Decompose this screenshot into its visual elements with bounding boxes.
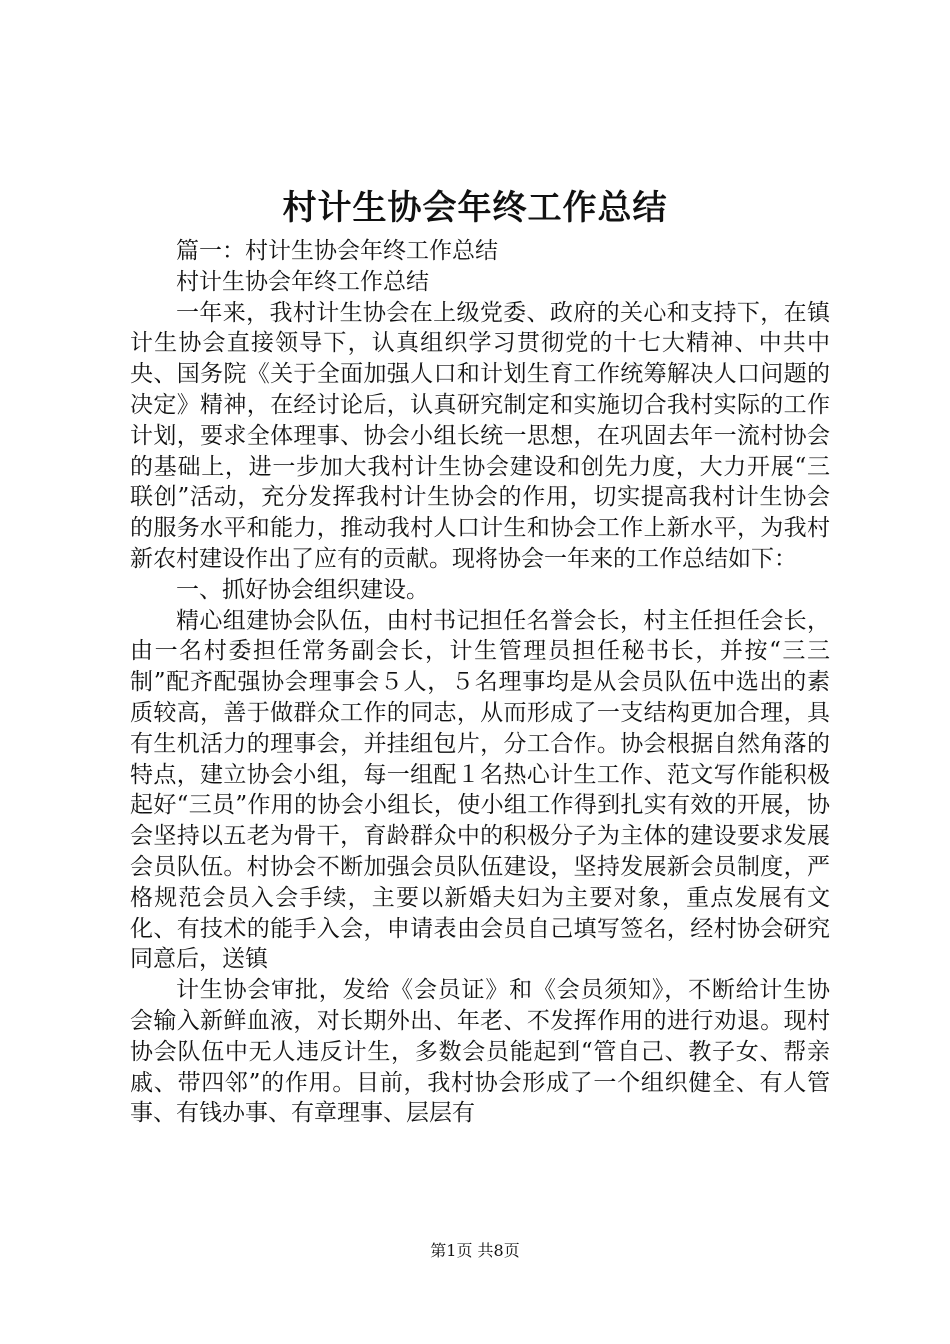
paragraph-section-heading: 一、抓好协会组织建设。 [176, 576, 429, 603]
paragraph-body-continued: 计生协会审批，发给《会员证》和《会员须知》，不断给计生协会输入新鲜血液，对长期外出、年老、不发挥作用的进行劝退。现村协会队伍中无人违反计生，多数会员能起到“管自己、教子女、帮亲戚、带四邻”的作用。目前，我村协会形成了一个组织健全、有人管事、有钱办事、有章理事、层层有 [130, 977, 830, 1127]
page-footer: 第1页 共8页 [430, 1241, 520, 1260]
paragraph-intro: 一年来，我村计生协会在上级党委、政府的关心和支持下，在镇计生协会直接领导下，认真组织学习贯彻党的十七大精神、中共中央、国务院《关于全面加强人口和计划生育工作统筹解决人口问题的决定》精神，在经讨论后，认真研究制定和实施切合我村实际的工作计划，要求全体理事、协会小组长统一思想，在巩固去年一流村协会的基础上，进一步加大我村计生协会建设和创先力度，大力开展“三联创”活动，充分发挥我村计生协会的作用，切实提高我村计生协会的服务水平和能力，推动我村人口计生和协会工作上新水平，为我村新农村建设作出了应有的贡献。现将协会一年来的工作总结如下： [130, 299, 830, 572]
paragraph-subtitle: 村计生协会年终工作总结 [176, 268, 429, 295]
paragraph-chapter-heading: 篇一：村计生协会年终工作总结 [176, 238, 498, 264]
paragraph-body: 精心组建协会队伍，由村书记担任名誉会长，村主任担任会长，由一名村委担任常务副会长，计生管理员担任秘书长，并按“三三制”配齐配强协会理事会５人，５名理事均是从会员队伍中选出的素质较高，善于做群众工作的同志，从而形成了一支结构更加合理，具有生机活力的理事会，并挂组包片，分工合作。协会根据自然角落的特点，建立协会小组，每一组配１名热心计生工作、范文写作能积极起好“三员”作用的协会小组长，使小组工作得到扎实有效的开展，协会坚持以五老为骨干，育龄群众中的积极分子为主体的建设要求发展会员队伍。村协会不断加强会员队伍建设，坚持发展新会员制度，严格规范会员入会手续，主要以新婚夫妇为主要对象，重点发展有文化、有技术的能手入会，申请表由会员自己填写签名，经村协会研究同意后，送镇 [130, 607, 830, 973]
document-title: 村计生协会年终工作总结 [282, 188, 668, 228]
document-body [130, 236, 830, 1129]
